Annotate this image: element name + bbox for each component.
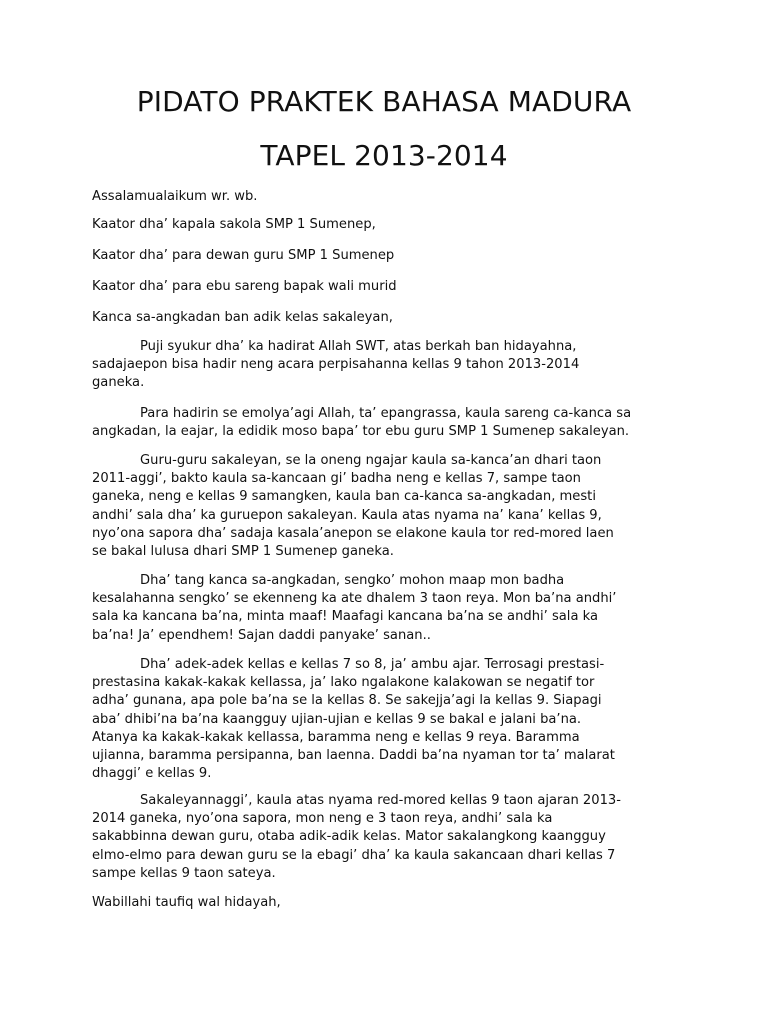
paragraph-line: sadajaepon bisa hadir neng acara perpisahanna kellas 9 tahon 2013-2014 <box>92 357 580 373</box>
document-title-line-2: TAPEL 2013-2014 <box>260 139 508 172</box>
paragraph-line: Puji syukur dha’ ka hadirat Allah SWT, atas berkah ban hidayahna, <box>140 339 577 354</box>
paragraph-classmates <box>92 572 682 645</box>
closing-salutation: Wabillahi taufiq wal hidayah, <box>92 895 281 910</box>
paragraph-closing-apology <box>92 792 682 883</box>
paragraph-line: aba’ dhibi’na ba’na kaangguy ujian-ujian e kellas 9 se bakal e jalani ba’na. <box>92 711 582 727</box>
paragraph-line: Dha’ adek-adek kellas e kellas 7 so 8, ja’ ambu ajar. Terrosagi prestasi- <box>140 657 605 672</box>
paragraph-line: ba’na! Ja’ ependhem! Sajan daddi panyake’ sanan.. <box>92 627 431 643</box>
paragraph-audience <box>92 405 682 441</box>
paragraph-line: Atanya ka kakak-kakak kellassa, baramma neng e kellas 9 reya. Baramma <box>92 729 580 745</box>
paragraph-line: Dha’ tang kanca sa-angkadan, sengko’ mohon maap mon badha <box>140 573 565 588</box>
paragraph-line: Guru-guru sakaleyan, se la oneng ngajar kaula sa-kanca’an dhari taon <box>140 453 602 468</box>
paragraph-line: dhaggi’ e kellas 9. <box>92 766 212 782</box>
paragraph-line: sampe kellas 9 taon sateya. <box>92 865 276 881</box>
greeting-salam: Assalamualaikum wr. wb. <box>92 189 258 204</box>
paragraph-line: 2011-aggi’, bakto kaula sa-kancaan gi’ badha neng e kellas 7, sampe taon <box>92 471 581 487</box>
greeting-parents: Kaator dha’ para ebu sareng bapak wali murid <box>92 279 397 294</box>
paragraph-line: ganeka, neng e kellas 9 samangken, kaula ban ca-kanca sa-angkadan, mesti <box>92 489 596 505</box>
paragraph-line: Para hadirin se emolya’agi Allah, ta’ epangrassa, kaula sareng ca-kanca sa <box>140 406 632 421</box>
greeting-friends: Kanca sa-angkadan ban adik kelas sakaleyan, <box>92 310 393 325</box>
paragraph-line: nyo’ona sapora dha’ sadaja kasala’anepon se elakone kaula tor red-mored laen <box>92 525 614 541</box>
paragraph-line: adha’ gunana, apa pole ba’na se la kellas 8. Se sakejja’agi la kellas 9. Siapagi <box>92 693 602 709</box>
paragraph-juniors <box>92 656 682 783</box>
paragraph-line: elmo-elmo para dewan guru se la ebagi’ dha’ ka kaula sakancaan dhari kellas 7 <box>92 847 616 863</box>
paragraph-line: ganeka. <box>92 375 145 391</box>
paragraph-line: Sakaleyannaggi’, kaula atas nyama red-mored kellas 9 taon ajaran 2013- <box>140 793 621 808</box>
paragraph-teachers <box>92 452 682 561</box>
greeting-teachers: Kaator dha’ para dewan guru SMP 1 Sumenep <box>92 248 395 263</box>
paragraph-line: 2014 ganeka, nyo’ona sapora, mon neng e 3 taon reya, andhi’ sala ka <box>92 811 553 827</box>
paragraph-line: angkadan, la eajar, la edidik moso bapa’ tor ebu guru SMP 1 Sumenep sakaleyan. <box>92 424 630 440</box>
paragraph-line: kesalahanna sengko’ se ekenneng ka ate dhalem 3 taon reya. Mon ba’na andhi’ <box>92 591 617 607</box>
paragraph-opening <box>92 338 682 393</box>
paragraph-line: ujianna, baramma persipanna, ban laenna. Daddi ba’na nyaman tor ta’ malarat <box>92 747 615 763</box>
paragraph-line: se bakal lulusa dhari SMP 1 Sumenep ganeka. <box>92 543 394 559</box>
paragraph-line: andhi’ sala dha’ ka guruepon sakaleyan. Kaula atas nyama na’ kana’ kellas 9, <box>92 507 602 523</box>
paragraph-line: sakabbinna dewan guru, otaba adik-adik kelas. Mator sakalangkong kaangguy <box>92 829 606 845</box>
paragraph-line: prestasina kakak-kakak kellassa, ja’ lako ngalakone kalakowan se negatif tor <box>92 675 595 691</box>
greeting-headmaster: Kaator dha’ kapala sakola SMP 1 Sumenep, <box>92 217 376 232</box>
document-title-line-1: PIDATO PRAKTEK BAHASA MADURA <box>136 85 632 118</box>
paragraph-line: sala ka kancana ba’na, minta maaf! Maafagi kancana ba’na se andhi’ sala ka <box>92 609 599 625</box>
